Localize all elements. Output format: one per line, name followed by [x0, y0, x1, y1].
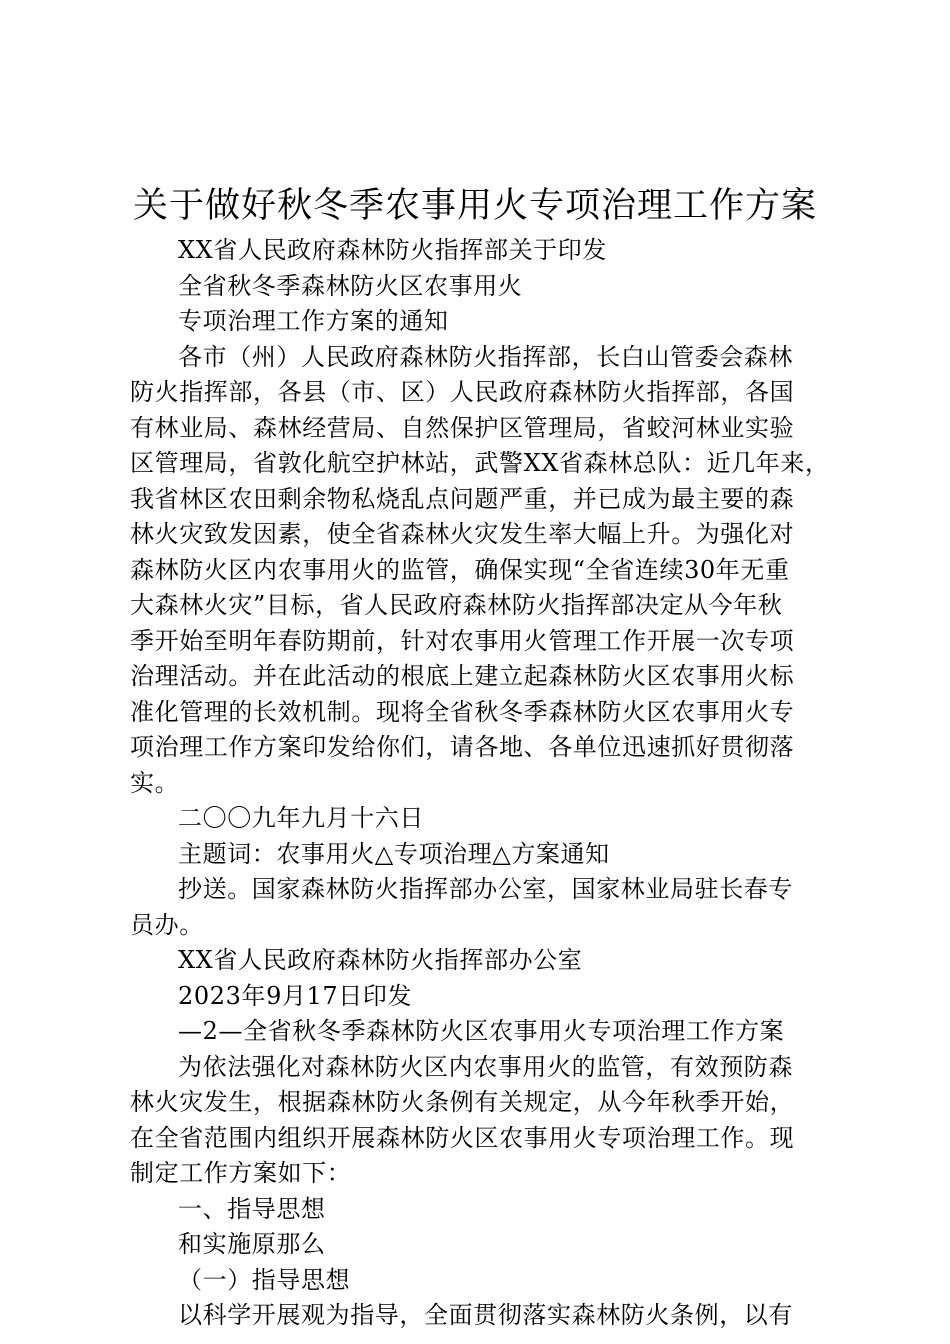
cc-line: 抄送。国家森林防火指挥部办公室，国家林业局驻长春专 — [178, 875, 793, 903]
subject-line: 主题词：农事用火△专项治理△方案通知 — [178, 839, 610, 868]
body-line: 林火灾致发因素，使全省森林火灾发生率大幅上升。为强化对 — [130, 520, 795, 548]
subheading-line: （一）指导思想 — [178, 1265, 351, 1294]
body-line: 全省秋冬季森林防火区农事用火 — [178, 271, 523, 300]
issue-date-line: 2023年9月17日印发 — [178, 981, 413, 1010]
body-line: 林火灾发生，根据森林防火条例有关规定，从今年秋季开始， — [130, 1088, 795, 1116]
body-line: 在全省范围内组织开展森林防火区农事用火专项治理工作。现 — [130, 1123, 795, 1152]
body-line: 季开始至明年春防期前，针对农事用火管理工作开展一次专项 — [130, 626, 795, 655]
document-body — [130, 233, 830, 1334]
body-line: 专项治理工作方案的通知 — [178, 307, 449, 335]
heading-line: 和实施原那么 — [178, 1230, 326, 1258]
body-line: 准化管理的长效机制。现将全省秋冬季森林防火区农事用火专 — [130, 697, 795, 726]
cc-line: 员办。 — [130, 910, 204, 939]
body-line: 我省林区农田剩余物私烧乱点问题严重，并已成为最主要的森 — [130, 484, 795, 513]
body-line: 为依法强化对森林防火区内农事用火的监管，有效预防森 — [178, 1052, 793, 1081]
body-line: XX省人民政府森林防火指挥部关于印发 — [178, 236, 607, 264]
body-line: 各市（州）人民政府森林防火指挥部，长白山管委会森林 — [178, 342, 793, 371]
body-line: 大森林火灾”目标，省人民政府森林防火指挥部决定从今年秋 — [130, 591, 783, 619]
body-line: 实。 — [130, 768, 180, 797]
issuer-line: XX省人民政府森林防火指挥部办公室 — [178, 946, 583, 974]
date-line: 二〇〇九年九月十六日 — [178, 804, 424, 832]
section-title-line: —2—全省秋冬季森林防火区农事用火专项治理工作方案 — [178, 1017, 785, 1045]
body-line: 森林防火区内农事用火的监管，确保实现“全省连续30年无重 — [130, 555, 790, 584]
body-line: 项治理工作方案印发给你们，请各地、各单位迅速抓好贯彻落 — [130, 733, 795, 761]
body-line: 防火指挥部，各县（市、区）人民政府森林防火指挥部，各国 — [130, 378, 795, 406]
body-line: 以科学开展观为指导，全面贯彻落实森林防火条例，以有 — [178, 1301, 793, 1329]
body-line: 制定工作方案如下： — [130, 1159, 352, 1187]
body-line: 区管理局，省敦化航空护林站，武警XX省森林总队：近几年来， — [130, 449, 830, 477]
body-line: 有林业局、森林经营局、自然保护区管理局，省蛟河林业实验 — [130, 413, 795, 442]
body-line: 治理活动。并在此活动的根底上建立起森林防火区农事用火标 — [130, 662, 795, 690]
heading-line: 一、指导思想 — [178, 1194, 326, 1223]
document-title: 关于做好秋冬季农事用火专项治理工作方案 — [132, 186, 817, 226]
